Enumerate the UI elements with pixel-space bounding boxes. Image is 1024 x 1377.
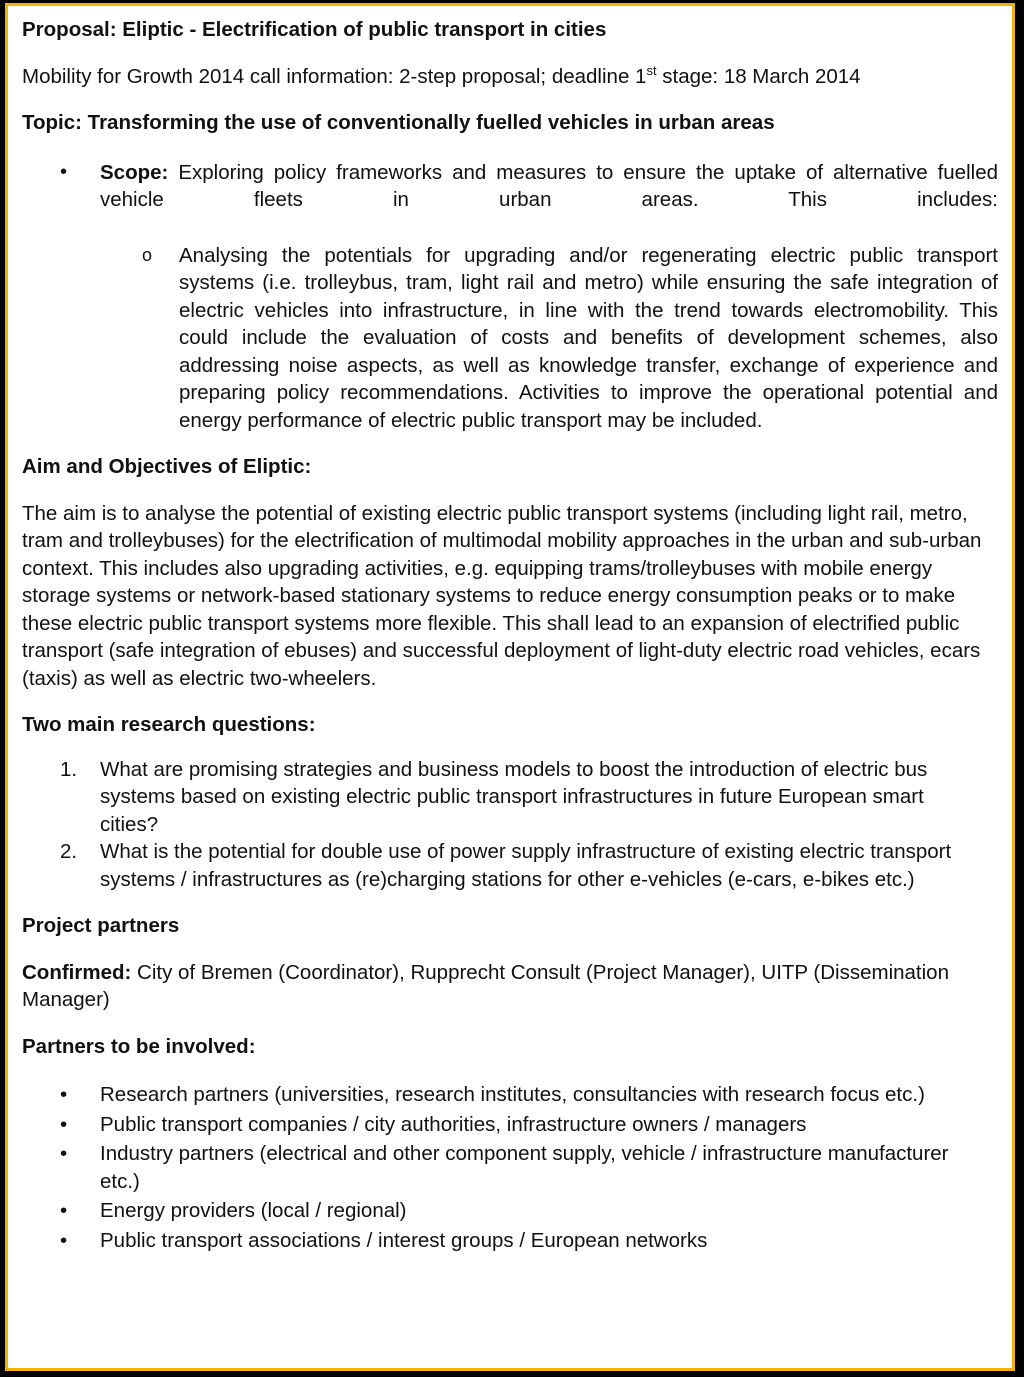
question-item [22,838,998,893]
question-text: What is the potential for double use of power supply infrastructure of existing electric transport systems / infrastructures as (re)charging stations for other e-vehicles (e-cars, e-bikes etc.) [100,840,952,891]
call-info-superscript: st [646,62,657,78]
document-page [5,3,1015,1371]
scope-label: Scope: [100,160,169,184]
aim-paragraph: The aim is to analyse the potential of existing electric public transport systems (including light rail, metro, tram and trolleybuses) for the electrification of multimodal mobility approaches in the urban and sub-urban context. This includes also upgrading activities, e.g. equipping trams/trolleybuses with mobile energy storage systems or network-based stationary systems to reduce energy consumption peaks or to make these electric public transport systems more flexible. This shall lead to an expansion of electrified public transport (safe integration of ebuses) and successful deployment of light-duty electric road vehicles, ecars (taxis) as well as electric two-wheelers. [22,501,982,690]
aim-heading: Aim and Objectives of Eliptic: [22,455,312,478]
call-info-text-after: stage: 18 March 2014 [656,64,861,88]
proposal-line [22,16,998,44]
question-text: What are promising strategies and business models to boost the introduction of electric bus systems based on existing electric public transport infrastructures in future European smart cities? [100,757,928,836]
list-item: • Public transport companies / city authorities, infrastructure owners / managers [22,1111,998,1139]
involved-list [22,1081,998,1254]
scope-list [22,159,998,214]
topic-label: Topic: [22,111,82,134]
scope-sub-item: o Analysing the potentials for upgrading and/or regenerating electric public transport systems (i.e. trolleybus, tram, light rail and metro) while ensuring the safe integration of electric vehicles into infrastructure, in line with the trend towards electromobility. This could include the evaluation of costs and benefits of development schemes, also addressing noise aspects, as well as knowledge transfer, exchange of experience and preparing policy recommendations. Activities to improve the operational potential and energy performance of electric public transport may be included. [22,242,998,435]
proposal-title: Eliptic - Electrification of public transport in cities [122,18,607,41]
list-item: • Energy providers (local / regional) [22,1197,998,1225]
topic-title: Transforming the use of conventionally fuelled vehicles in urban areas [87,111,775,134]
confirmed-text: City of Bremen (Coordinator), Rupprecht Consult (Project Manager), UITP (Dissemination Manager) [22,960,949,1011]
list-item: • Research partners (universities, research institutes, consultancies with research focus etc.) [22,1081,998,1109]
scope-sub-list [22,242,998,435]
question-number: 2. [60,840,78,863]
scope-text: Exploring policy frameworks and measures to ensure the uptake of alternative fuelled vehicle fleets in urban areas. This includes: [100,160,998,211]
question-item [22,756,998,839]
list-item: • Public transport associations / interest groups / European networks [22,1227,998,1255]
scope-item [22,159,998,214]
proposal-label: Proposal: [22,18,117,41]
confirmed-line [22,959,998,1014]
confirmed-label: Confirmed: [22,960,132,984]
topic-line [22,109,998,137]
questions-heading: Two main research questions: [22,713,316,736]
questions-list [22,756,998,894]
question-number: 1. [60,757,78,781]
list-item: • Industry partners (electrical and other component supply, vehicle / infrastructure manufacturer etc.) [22,1140,998,1195]
call-info-line [22,63,998,91]
partners-heading: Project partners [22,914,180,937]
call-info-text: Mobility for Growth 2014 call information: 2-step proposal; deadline 1 [22,64,647,88]
involved-heading: Partners to be involved: [22,1034,256,1058]
